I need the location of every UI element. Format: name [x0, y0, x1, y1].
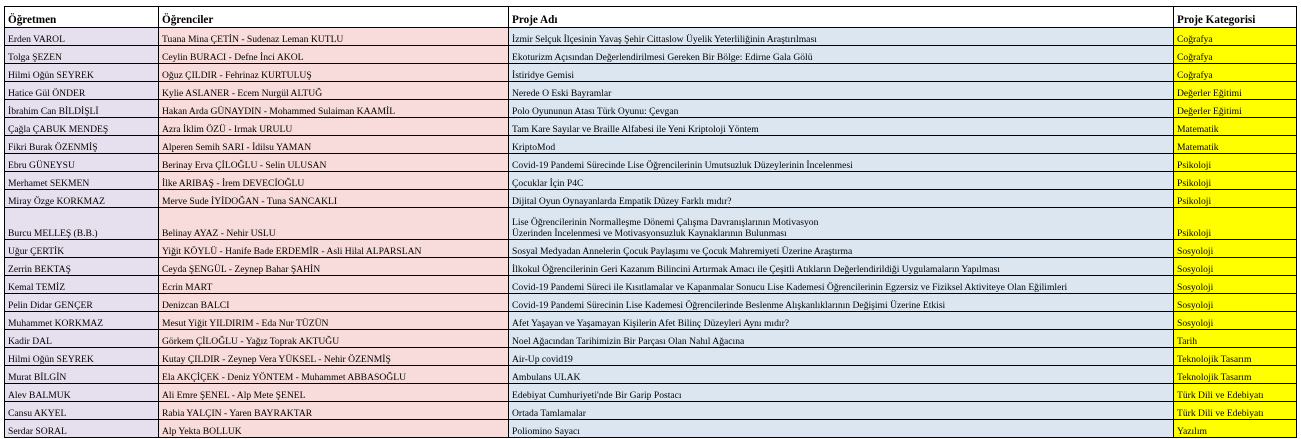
teacher-cell: Fikri Burak ÖZENMİŞ: [5, 136, 159, 154]
category-cell: Coğrafya: [1174, 64, 1297, 82]
header-row: [5, 7, 1297, 28]
teacher-cell: Alev BALMUK: [5, 384, 159, 402]
students-cell: Kylie ASLANER - Ecem Nurgül ALTUĞ: [159, 82, 509, 100]
teacher-cell: Erden VAROL: [5, 28, 159, 46]
table-row: [5, 100, 1297, 118]
teacher-cell: Hilmi Oğün SEYREK: [5, 348, 159, 366]
students-cell: Görkem ÇİLOĞLU - Yağız Toprak AKTUĞU: [159, 330, 509, 348]
teacher-cell: Zerrin BEKTAŞ: [5, 258, 159, 276]
table-row: [5, 118, 1297, 136]
category-cell: Coğrafya: [1174, 28, 1297, 46]
students-cell: Ela AKÇİÇEK - Deniz YÖNTEM - Muhammet ABBASOĞLU: [159, 366, 509, 384]
teacher-cell: Merhamet SEKMEN: [5, 172, 159, 190]
category-cell: Matematik: [1174, 136, 1297, 154]
projects-table: [4, 6, 1297, 438]
project-cell: Covid-19 Pandemi Süreci ile Kısıtlamalar ve Kapanmalar Sonucu Lise Kademesi Öğrencilerinin Egzersiz ve Fiziksel Aktiviteye Olan Eğilimleri: [509, 276, 1174, 294]
students-cell: Yiğit KÖYLÜ - Hanife Bade ERDEMİR - Asli Hilal ALPARSLAN: [159, 240, 509, 258]
table-row: [5, 28, 1297, 46]
header-teacher: Öğretmen: [5, 7, 159, 28]
project-cell: Çocuklar İçin P4C: [509, 172, 1174, 190]
students-cell: Kutay ÇILDIR - Zeynep Vera YÜKSEL - Nehir ÖZENMİŞ: [159, 348, 509, 366]
category-cell: Türk Dili ve Edebiyatı: [1174, 402, 1297, 420]
students-cell: Ecrin MART: [159, 276, 509, 294]
project-cell: Covid-19 Pandemi Sürecinde Lise Öğrencilerinin Umutsuzluk Düzeylerinin İncelenmesi: [509, 154, 1174, 172]
table-row: [5, 154, 1297, 172]
header-project: Proje Adı: [509, 7, 1174, 28]
category-cell: Sosyoloji: [1174, 240, 1297, 258]
project-cell: Polo Oyununun Atası Türk Oyunu: Çevgan: [509, 100, 1174, 118]
category-cell: Teknolojik Tasarım: [1174, 366, 1297, 384]
teacher-cell: Uğur ÇERTİK: [5, 240, 159, 258]
project-cell: Edebiyat Cumhuriyeti'nde Bir Garip Postacı: [509, 384, 1174, 402]
project-cell: Ortada Tamlamalar: [509, 402, 1174, 420]
table-row: [5, 384, 1297, 402]
table-row: [5, 82, 1297, 100]
category-cell: Psikoloji: [1174, 172, 1297, 190]
table-row: [5, 190, 1297, 208]
header-students: Öğrenciler: [159, 7, 509, 28]
category-cell: Psikoloji: [1174, 208, 1297, 240]
project-cell: Poliomino Sayacı: [509, 420, 1174, 438]
students-cell: Berinay Erva ÇİLOĞLU - Selin ULUSAN: [159, 154, 509, 172]
students-cell: Hakan Arda GÜNAYDIN - Mohammed Sulaiman KAAMİL: [159, 100, 509, 118]
table-row: [5, 330, 1297, 348]
project-cell: Noel Ağacından Tarihimizin Bir Parçası Olan Nahıl Ağacına: [509, 330, 1174, 348]
teacher-cell: Muhammet KORKMAZ: [5, 312, 159, 330]
students-cell: Azra İklim ÖZÜ - Irmak URULU: [159, 118, 509, 136]
table-row: [5, 258, 1297, 276]
project-cell: İzmir Selçuk İlçesinin Yavaş Şehir Cittaslow Üyelik Yeterliliğinin Araştırılması: [509, 28, 1174, 46]
category-cell: Tarih: [1174, 330, 1297, 348]
table-row: [5, 240, 1297, 258]
students-cell: İlke ARIBAŞ - İrem DEVECİOĞLU: [159, 172, 509, 190]
project-cell: Ambulans ULAK: [509, 366, 1174, 384]
students-cell: Denizcan BALCI: [159, 294, 509, 312]
teacher-cell: Burcu MELLEŞ (B.B.): [5, 208, 159, 240]
table-row: [5, 276, 1297, 294]
table-row: [5, 64, 1297, 82]
project-cell: KriptoMod: [509, 136, 1174, 154]
teacher-cell: Hatice Gül ÖNDER: [5, 82, 159, 100]
table-row: [5, 136, 1297, 154]
teacher-cell: Çağla ÇABUK MENDEŞ: [5, 118, 159, 136]
project-cell: [509, 208, 1174, 240]
students-cell: Mesut Yiğit YILDIRIM - Eda Nur TÜZÜN: [159, 312, 509, 330]
project-cell: Ekoturizm Açısından Değerlendirilmesi Gereken Bir Bölge: Edirne Gala Gölü: [509, 46, 1174, 64]
teacher-cell: Pelin Didar GENÇER: [5, 294, 159, 312]
table-row: [5, 172, 1297, 190]
teacher-cell: Kemal TEMİZ: [5, 276, 159, 294]
students-cell: Tuana Mina ÇETİN - Sudenaz Leman KUTLU: [159, 28, 509, 46]
students-cell: Ali Emre ŞENEL - Alp Mete ŞENEL: [159, 384, 509, 402]
teacher-cell: Serdar SORAL: [5, 420, 159, 438]
teacher-cell: Miray Özge KORKMAZ: [5, 190, 159, 208]
category-cell: Coğrafya: [1174, 46, 1297, 64]
students-cell: Ceylin BURACI - Defne İnci AKOL: [159, 46, 509, 64]
teacher-cell: Hilmi Oğün SEYREK: [5, 64, 159, 82]
project-cell: İstiridye Gemisi: [509, 64, 1174, 82]
students-cell: Alperen Semih SARI - İdilsu YAMAN: [159, 136, 509, 154]
table-row: [5, 312, 1297, 330]
students-cell: Belinay AYAZ - Nehir USLU: [159, 208, 509, 240]
category-cell: Türk Dili ve Edebiyatı: [1174, 384, 1297, 402]
table-row: [5, 46, 1297, 64]
table-row: [5, 420, 1297, 438]
table-row: [5, 402, 1297, 420]
teacher-cell: Kadir DAL: [5, 330, 159, 348]
category-cell: Psikoloji: [1174, 190, 1297, 208]
category-cell: Sosyoloji: [1174, 294, 1297, 312]
students-cell: Ceyda ŞENGÜL - Zeynep Bahar ŞAHİN: [159, 258, 509, 276]
students-cell: Oğuz ÇILDIR - Fehrinaz KURTULUŞ: [159, 64, 509, 82]
category-cell: Matematik: [1174, 118, 1297, 136]
table-row: [5, 208, 1297, 240]
category-cell: Sosyoloji: [1174, 258, 1297, 276]
category-cell: Değerler Eğitimi: [1174, 82, 1297, 100]
teacher-cell: Ebru GÜNEYSU: [5, 154, 159, 172]
category-cell: Sosyoloji: [1174, 276, 1297, 294]
project-cell: Covid-19 Pandemi Sürecinin Lise Kademesi Öğrencilerinde Beslenme Alışkanlıklarının Değişimi Üzerine Etkisi: [509, 294, 1174, 312]
teacher-cell: Cansu AKYEL: [5, 402, 159, 420]
teacher-cell: Tolga ŞEZEN: [5, 46, 159, 64]
category-cell: Yazılım: [1174, 420, 1297, 438]
teacher-cell: Murat BİLGİN: [5, 366, 159, 384]
table-row: [5, 366, 1297, 384]
category-cell: Sosyoloji: [1174, 312, 1297, 330]
table-row: [5, 294, 1297, 312]
project-cell: Air-Up covid19: [509, 348, 1174, 366]
students-cell: Merve Sude İYİDOĞAN - Tuna SANCAKLI: [159, 190, 509, 208]
project-line-2: Üzerinden İncelenmesi ve Motivasyonsuzluk Kaynaklarının Bulunması: [512, 228, 787, 239]
project-cell: Nerede O Eski Bayramlar: [509, 82, 1174, 100]
project-cell: Dijital Oyun Oynayanlarda Empatik Düzey Farklı mıdır?: [509, 190, 1174, 208]
students-cell: Rabia YALÇIN - Yaren BAYRAKTAR: [159, 402, 509, 420]
project-cell: Tam Kare Sayılar ve Braille Alfabesi ile Yeni Kriptoloji Yöntem: [509, 118, 1174, 136]
category-cell: Psikoloji: [1174, 154, 1297, 172]
project-cell: Afet Yaşayan ve Yaşamayan Kişilerin Afet Bilinç Düzeyleri Aynı mıdır?: [509, 312, 1174, 330]
category-cell: Değerler Eğitimi: [1174, 100, 1297, 118]
project-cell: İlkokul Öğrencilerinin Geri Kazanım Bilincini Artırmak Amacı ile Çeşitli Atıkların Değerlendirildiği Uygulamaların Yapılması: [509, 258, 1174, 276]
project-cell: Sosyal Medyadan Annelerin Çocuk Paylaşımı ve Çocuk Mahremiyeti Üzerine Araştırma: [509, 240, 1174, 258]
students-cell: Alp Yekta BOLLUK: [159, 420, 509, 438]
table-row: [5, 348, 1297, 366]
teacher-cell: İbrahim Can BİLDİŞLİ: [5, 100, 159, 118]
project-line-1: Lise Öğrencilerinin Normalleşme Dönemi Çalışma Davranışlarının Motivasyon: [512, 217, 819, 228]
header-category: Proje Kategorisi: [1174, 7, 1297, 28]
category-cell: Teknolojik Tasarım: [1174, 348, 1297, 366]
